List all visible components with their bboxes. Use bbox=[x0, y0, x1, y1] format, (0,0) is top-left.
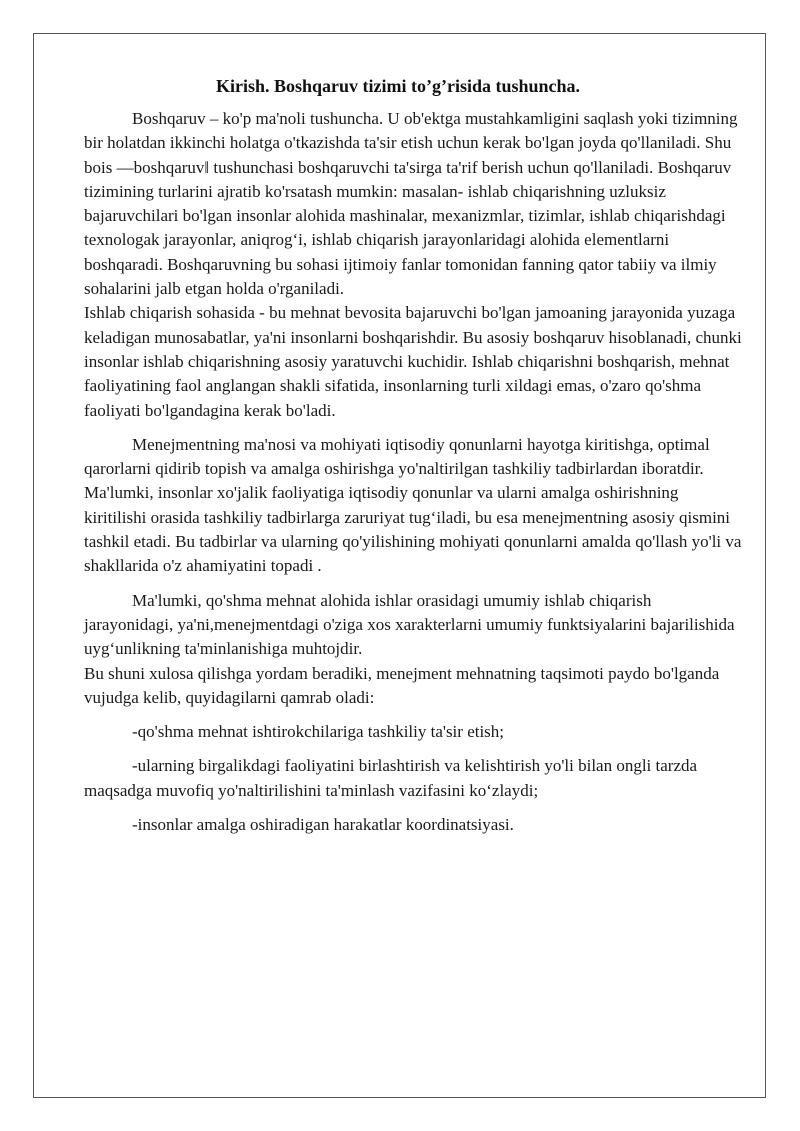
list-item-2: -ularning birgalikdagi faoliyatini birlashtirish va kelishtirish yo'li bilan ongli tarzda maqsadga muvofiq yo'naltirilishini ta'minlash vazifasini ko‘zlaydi; bbox=[84, 756, 698, 800]
paragraph-1: Boshqaruv – ko'p ma'noli tushuncha. U ob'ektga mustahkamligini saqlash yoki tizimning bir holatdan ikkinchi holatga o'tkazishda ta'sir etish uchun kerak bo'lgan joyda qo'llaniladi. Shu bois ―boshqaruv‖ tushunchasi boshqaruvchi ta'sirga ta'rif berish uchun qo'llaniladi. Boshqaruv tizimining turlarini ajratib ko'rsatash mumkin: masalan- ishlab chiqarishning uzluksiz bajaruvchilari bo'lgan insonlar alohida mashinalar, mexanizmlar, tizimlar, ishlab chiqarishdagi texnologak jarayonlar, aniqrog‘i, ishlab chiqarish jarayonlaridagi alohida elementlarni boshqaradi. Boshqaruvning bu sohasi ijtimoiy fanlar tomonidan fanning qator tabiiy va ilmiy sohalarini jalb etgan holda o'rganiladi. bbox=[84, 109, 738, 299]
paragraph-5: Bu shuni xulosa qilishga yordam beradiki, menejment mehnatning taqsimoti paydo bo'lganda vujudga kelib, quyidagilarni qamrab oladi: bbox=[84, 663, 720, 707]
document-title: Kirish. Boshqaruv tizimi to’g’risida tushuncha. bbox=[216, 76, 581, 96]
paragraph-3: Menejmentning ma'nosi va mohiyati iqtisodiy qonunlarni hayotga kiritishga, optimal qarorlarni qidirib topish va amalga oshirishga yo'naltirilgan tashkiliy tadbirlardan iboratdir. Ma'lumki, insonlar xo'jalik faoliyatiga iqtisodiy qonunlar va ularni amalga oshirishning kiritilishi orasida tashkiliy tadbirlarga zaruriyat tug‘iladi, bu esa menejmentning asosiy qismini tashkil etadi. Bu tadbirlar va ularning qo'yilishining mohiyati qonunlarni amalda qo'llash yo'li va shakllarida o'z ahamiyatini topadi . bbox=[84, 434, 742, 576]
paragraph-4: Ma'lumki, qo'shma mehnat alohida ishlar orasidagi umumiy ishlab chiqarish jarayonidagi, ya'ni,menejmentdagi o'ziga xos xarakterlarni umumiy funktsiyalarini bajarilishida uyg‘unlikning ta'minlanishiga muhtojdir. bbox=[84, 590, 735, 659]
list-item-3: -insonlar amalga oshiradigan harakatlar koordinatsiyasi. bbox=[132, 815, 514, 835]
list-item-1: -qo'shma mehnat ishtirokchilariga tashkiliy ta'sir etish; bbox=[132, 722, 505, 742]
paragraph-2: Ishlab chiqarish sohasida - bu mehnat bevosita bajaruvchi bo'lgan jamoaning jarayonida yuzaga keladigan munosabatlar, ya'ni insonlarni boshqarishdir. Bu asosiy boshqaruv hisoblanadi, chunki insonlar ishlab chiqarishning asosiy yaratuvchi kuchidir. Ishlab chiqarishni boshqarish, mehnat faoliyatining faol anglangan shakli sifatida, insonlarning turli xildagi emas, o'zaro qo'shma faoliyati bo'lgandagina kerak bo'ladi. bbox=[84, 303, 742, 420]
document-body bbox=[84, 74, 744, 837]
